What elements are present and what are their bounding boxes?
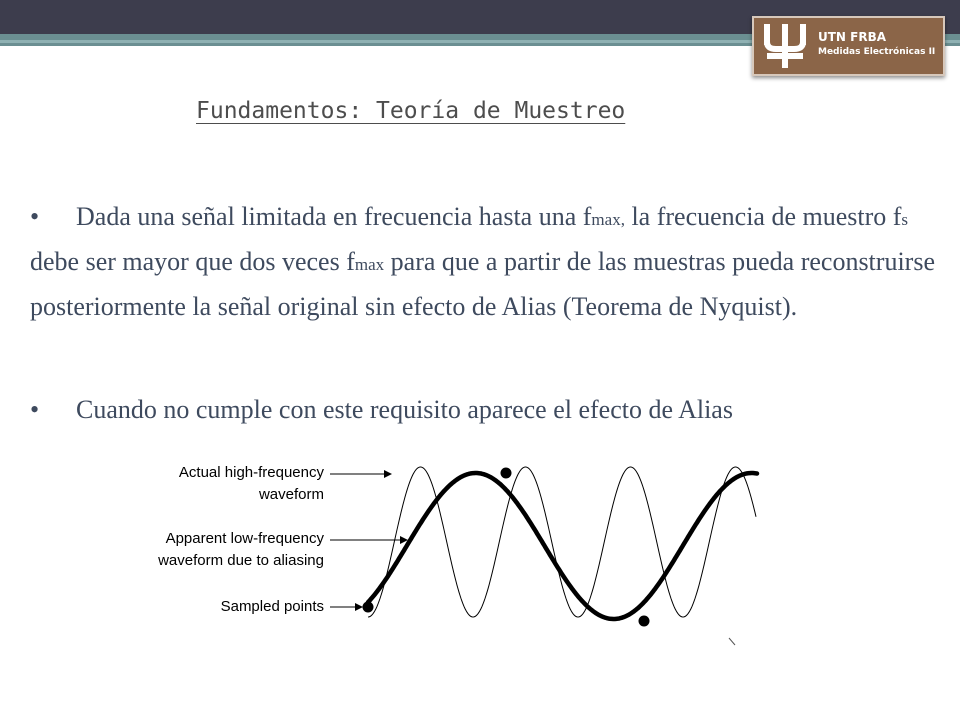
- low-frequency-waveform: [368, 473, 757, 619]
- label-actual-line1: Actual high-frequency: [178, 464, 324, 481]
- fmax-subscript-2: max: [354, 255, 385, 274]
- sample-point-2: [501, 468, 512, 479]
- label-actual-line2: waveform: [258, 486, 324, 503]
- nyquist-text-1: Dada una señal limitada en frecuencia hasta una f: [76, 202, 592, 231]
- label-apparent-line2: waveform due to aliasing: [158, 552, 324, 569]
- sample-point-3: [639, 616, 650, 627]
- sample-point-1: [363, 602, 374, 613]
- fmax-subscript-1: max,: [591, 210, 625, 229]
- high-frequency-waveform: [368, 467, 756, 617]
- bullet-marker: •: [30, 202, 40, 231]
- label-apparent-line1: Apparent low-frequency: [165, 530, 324, 547]
- slide-title: Fundamentos: Teoría de Muestreo: [196, 98, 626, 124]
- logo-title: UTN FRBA: [818, 30, 887, 44]
- logo-subtitle: Medidas Electrónicas II: [818, 47, 936, 57]
- nyquist-text-2: la frecuencia de muestro f: [624, 202, 902, 231]
- bullet-marker: •: [30, 395, 40, 424]
- alias-text: Cuando no cumple con este requisito aparece el efecto de Alias: [76, 395, 733, 424]
- nyquist-text-3: debe ser mayor que dos veces f: [30, 247, 355, 276]
- fs-subscript: s: [901, 210, 909, 229]
- stray-mark: [729, 638, 735, 645]
- nyquist-text-4: para que a partir de las muestras pueda reconstruirse posteriormente la señal original sin efecto de Alias (Teorema de Nyquist).: [30, 247, 935, 321]
- label-sampled-text: Sampled points: [220, 598, 324, 615]
